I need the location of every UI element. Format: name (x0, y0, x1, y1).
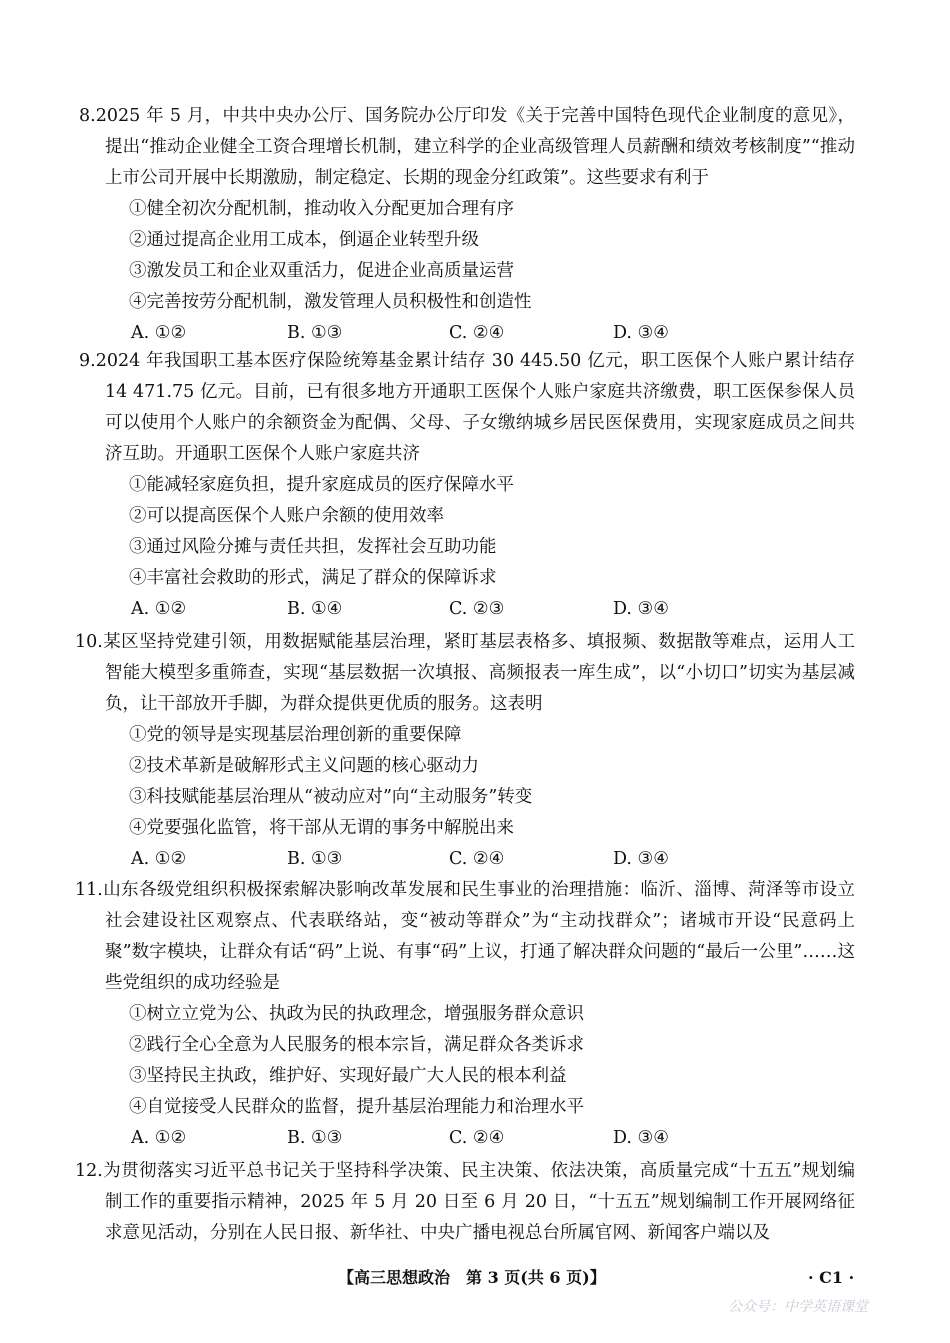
question-10-number: 10. (75, 632, 103, 652)
question-8-number: 8. (79, 106, 96, 126)
question-10 (75, 627, 855, 875)
question-11 (75, 875, 855, 1154)
question-9-choice-c[interactable]: C. ②③ (449, 599, 505, 619)
question-11-choice-d[interactable]: D. ③④ (613, 1128, 669, 1148)
question-11-stem: 11.山东各级党组织积极探索解决影响改革发展和民生事业的治理措施：临沂、淄博、菏泽等市设立社会建设社区观察点、代表联络站，变“被动等群众”为“主动找群众”；诸城市开设“民意码上聚”数字模块，让群众有话“码”上说、有事“码”上议，打通了解决群众问题的“最后一公里”……这些党组织的成功经验是 (75, 880, 855, 993)
question-9-choices (105, 594, 855, 625)
watermark-text: 公众号：中学英语课堂 (728, 1299, 868, 1315)
question-11-option-2: ②践行全心全意为人民服务的根本宗旨，满足群众各类诉求 (129, 1035, 584, 1055)
question-9-choice-b[interactable]: B. ①④ (287, 599, 343, 619)
question-8-option-4: ④完善按劳分配机制，激发管理人员积极性和创造性 (129, 292, 532, 312)
question-10-choice-a[interactable]: A. ①② (131, 849, 187, 869)
question-9-option-4: ④丰富社会救助的形式，满足了群众的保障诉求 (129, 568, 497, 588)
question-8-option-1: ①健全初次分配机制，推动收入分配更加合理有序 (129, 199, 514, 219)
question-8-choice-d[interactable]: D. ③④ (613, 323, 669, 343)
question-11-choices (105, 1123, 855, 1154)
question-9-option-1: ①能减轻家庭负担，提升家庭成员的医疗保障水平 (129, 475, 514, 495)
question-11-number: 11. (75, 880, 103, 900)
question-11-option-1: ①树立立党为公、执政为民的执政理念，增强服务群众意识 (129, 1004, 584, 1024)
question-9-stem: 9.2024 年我国职工基本医疗保险统筹基金累计结存 30 445.50 亿元，职工医保个人账户累计结存 14 471.75 亿元。目前，已有很多地方开通职工医保个人账户家庭共济缴费，职工医保参保人员可以使用个人账户的余额资金为配偶、父母、子女缴纳城乡居民医保费用，实现家庭成员之间共济互助。开通职工医保个人账户家庭共济 (79, 351, 855, 464)
question-11-choice-c[interactable]: C. ②④ (449, 1128, 505, 1148)
question-10-choice-c[interactable]: C. ②④ (449, 849, 505, 869)
question-10-option-1: ①党的领导是实现基层治理创新的重要保障 (129, 725, 462, 745)
page-footer (0, 1265, 950, 1291)
question-12-stem: 12.为贯彻落实习近平总书记关于坚持科学决策、民主决策、依法决策，高质量完成“十五五”规划编制工作的重要指示精神，2025 年 5 月 20 日至 6 月 20 日，“十五五”规划编制工作开展网络征求意见活动，分别在人民日报、新华社、中央广播电视总台所属官网、新闻客户端以及 (75, 1161, 855, 1243)
question-11-option-4: ④自觉接受人民群众的监督，提升基层治理能力和治理水平 (129, 1097, 584, 1117)
question-11-choice-b[interactable]: B. ①③ (287, 1128, 343, 1148)
question-10-choice-d[interactable]: D. ③④ (613, 849, 669, 869)
question-9-choice-a[interactable]: A. ①② (131, 599, 187, 619)
question-8-choice-b[interactable]: B. ①③ (287, 323, 343, 343)
question-9-option-2: ②可以提高医保个人账户余额的使用效率 (129, 506, 444, 526)
question-11-option-3: ③坚持民主执政，维护好、实现好最广大人民的根本利益 (129, 1066, 567, 1086)
question-8-stem: 8.2025 年 5 月，中共中央办公厅、国务院办公厅印发《关于完善中国特色现代企业制度的意见》，提出“推动企业健全工资合理增长机制，建立科学的企业高级管理人员薪酬和绩效考核制度”“推动上市公司开展中长期激励，制定稳定、长期的现金分红政策”。这些要求有利于 (79, 106, 855, 188)
question-11-choice-a[interactable]: A. ①② (131, 1128, 187, 1148)
question-10-stem: 10.某区坚持党建引领，用数据赋能基层治理，紧盯基层表格多、填报频、数据散等难点，运用人工智能大模型多重筛查，实现“基层数据一次填报、高频报表一库生成”，以“小切口”切实为基层减负，让干部放开手脚，为群众提供更优质的服务。这表明 (75, 632, 855, 714)
question-10-option-3: ③科技赋能基层治理从“被动应对”向“主动服务”转变 (129, 787, 533, 807)
question-12 (75, 1156, 855, 1249)
question-8 (79, 101, 855, 349)
footer-page-info: 【高三思想政治 第 3 页(共 6 页)】 (338, 1268, 606, 1287)
question-9 (79, 346, 855, 625)
question-8-choices (105, 318, 855, 349)
question-9-option-3: ③通过风险分摊与责任共担，发挥社会互助功能 (129, 537, 497, 557)
footer-paper-code: · C1 · (808, 1268, 855, 1287)
question-10-choices (105, 844, 855, 875)
question-10-choice-b[interactable]: B. ①③ (287, 849, 343, 869)
question-9-choice-d[interactable]: D. ③④ (613, 599, 669, 619)
question-8-choice-c[interactable]: C. ②④ (449, 323, 505, 343)
question-8-option-2: ②通过提高企业用工成本，倒逼企业转型升级 (129, 230, 479, 250)
question-12-number: 12. (75, 1161, 103, 1181)
question-8-choice-a[interactable]: A. ①② (131, 323, 187, 343)
question-8-option-3: ③激发员工和企业双重活力，促进企业高质量运营 (129, 261, 514, 281)
question-9-number: 9. (79, 351, 96, 371)
question-10-option-2: ②技术革新是破解形式主义问题的核心驱动力 (129, 756, 479, 776)
question-10-option-4: ④党要强化监管，将干部从无谓的事务中解脱出来 (129, 818, 514, 838)
